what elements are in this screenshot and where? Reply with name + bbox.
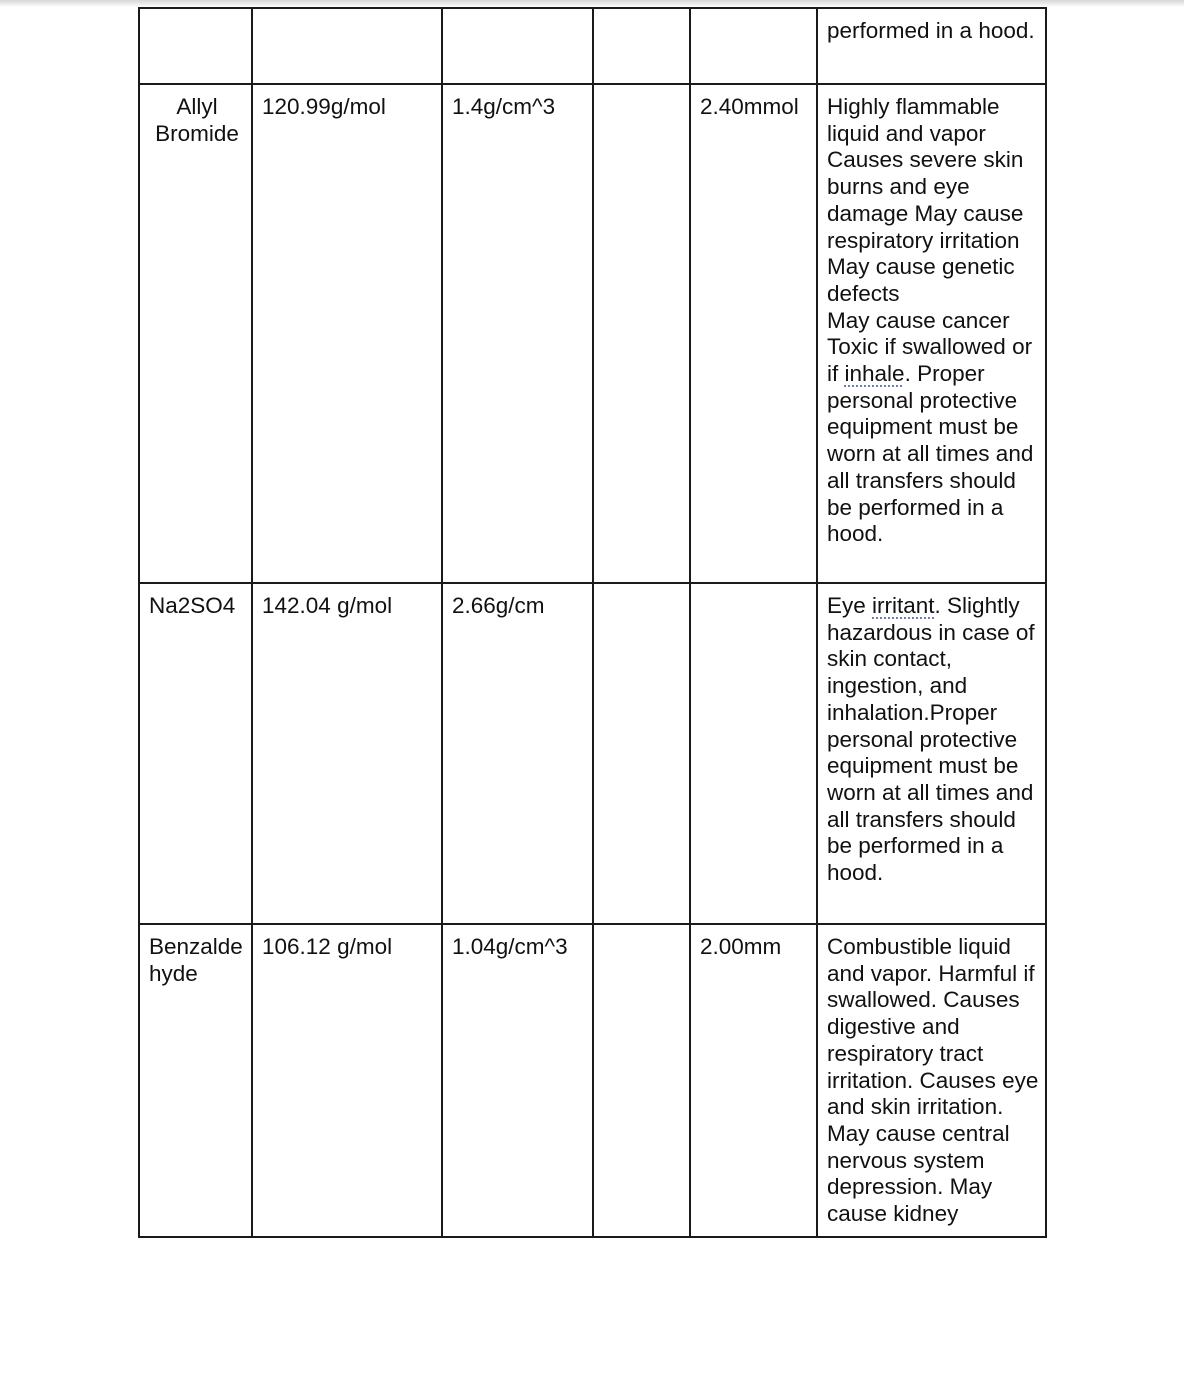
page-top-edge: [0, 0, 1184, 7]
hazard-text: Combustible liquid and vapor. Harmful if swallowed. Causes digestive and respiratory tract irritation. Causes eye and skin irritation. May cause central nervous system depression. May cause kidney: [827, 934, 1039, 1227]
table-row: [139, 8, 1046, 84]
molar-mass-cell: 120.99g/mol: [252, 84, 442, 583]
amount-cell: [690, 8, 817, 84]
amount-cell: 2.40mmol: [690, 84, 817, 583]
density-cell: 1.04g/cm^3: [442, 924, 593, 1237]
empty-cell: [593, 8, 690, 84]
hazard-text: performed in a hood.: [827, 18, 1035, 43]
empty-cell: [593, 583, 690, 924]
chemical-name-cell: Na2SO4: [139, 583, 252, 924]
density-cell: 1.4g/cm^3: [442, 84, 593, 583]
chemical-name-cell: [139, 8, 252, 84]
spellcheck-word[interactable]: inhale: [844, 361, 905, 387]
spellcheck-word[interactable]: irritant: [872, 593, 935, 618]
hazard-text: . Proper personal protective equipment must be worn at all times and all transfers should be performed in a hood.: [827, 361, 1034, 547]
chemical-properties-table: [138, 7, 1047, 1238]
hazards-cell: [817, 583, 1046, 924]
empty-cell: [593, 84, 690, 583]
hazard-text: May cause cancer Toxic if swallowed or if: [827, 307, 1033, 387]
hazards-cell: [817, 84, 1046, 583]
density-cell: 2.66g/cm: [442, 583, 593, 924]
table-row: [139, 84, 1046, 583]
hazards-cell: [817, 8, 1046, 84]
table-row: [139, 583, 1046, 924]
chemical-name-cell: Allyl Bromide: [139, 84, 252, 583]
density-cell: [442, 8, 593, 84]
amount-cell: 2.00mm: [690, 924, 817, 1237]
hazards-cell: [817, 924, 1046, 1237]
molar-mass-cell: [252, 8, 442, 84]
molar-mass-cell: 142.04 g/mol: [252, 583, 442, 924]
empty-cell: [593, 924, 690, 1237]
hazard-text: . Slightly hazardous in case of skin contact, ingestion, and inhalation.Proper personal protective equipment must be worn at all times and all transfers should be performed in a hood.: [827, 593, 1035, 886]
table-row: [139, 924, 1046, 1237]
chemical-name-cell: Benzaldehyde: [139, 924, 252, 1237]
amount-cell: [690, 583, 817, 924]
molar-mass-cell: 106.12 g/mol: [252, 924, 442, 1237]
hazard-text: Eye: [827, 593, 873, 618]
hazard-text: Highly flammable liquid and vapor Causes severe skin burns and eye damage May cause respiratory irritation May cause genetic defects: [827, 94, 1024, 306]
